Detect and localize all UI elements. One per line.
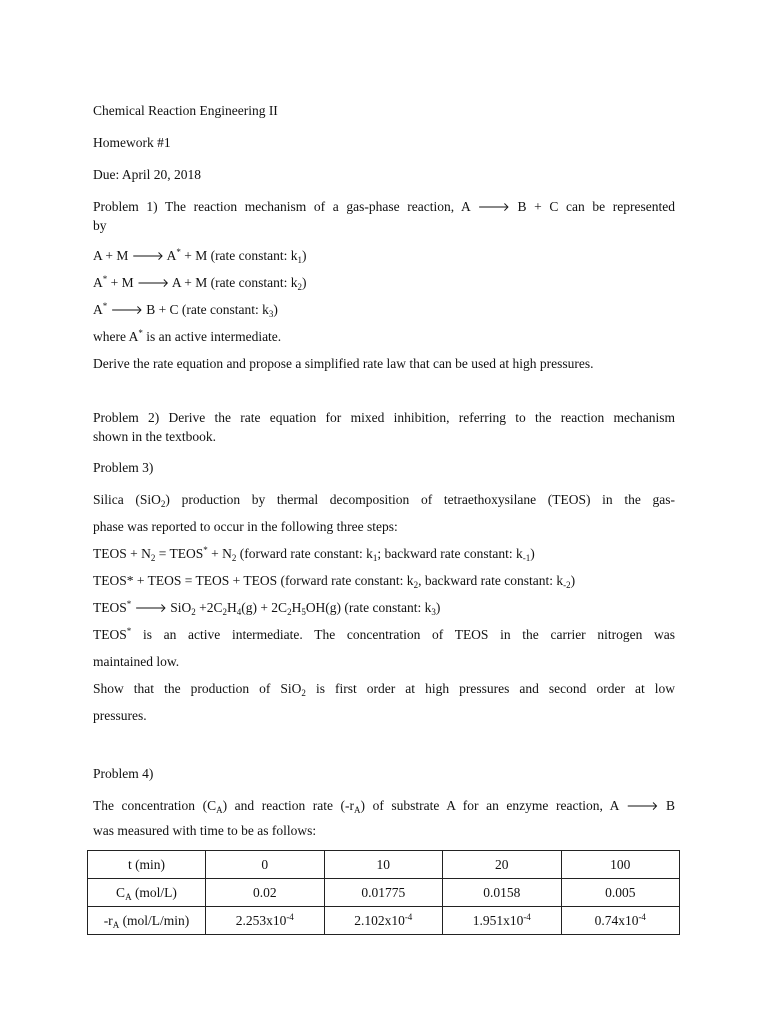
subscript: 2 [160, 499, 166, 509]
due-date: Due: April 20, 2018 [93, 167, 201, 182]
text: 0.74x10 [594, 912, 639, 928]
text: (mol/L/min) [119, 912, 190, 928]
text: A [166, 248, 177, 263]
subscript: 2 [150, 553, 156, 563]
text: ) [302, 275, 307, 290]
intermediate-note [93, 329, 281, 345]
problem4-para [93, 798, 675, 814]
table-cell: 20 [443, 851, 562, 879]
text: ) [435, 600, 441, 615]
table-cell [443, 907, 562, 935]
text: C [116, 884, 126, 900]
problem1-task: Derive the rate equation and propose a simplified rate law that can be used at high pressures. [93, 356, 594, 371]
text: 2.253x10 [235, 912, 287, 928]
teos-intermediate-note-cont: maintained low. [93, 654, 180, 669]
subscript: 2 [297, 282, 303, 292]
text: TEOS + N [93, 546, 151, 561]
teos-intermediate-note [93, 627, 675, 643]
subscript: 5 [301, 607, 306, 617]
mechanism-step-1 [93, 248, 307, 264]
text: = TEOS [158, 546, 204, 561]
text: , backward rate constant: k [418, 573, 564, 588]
text: +2C [199, 600, 223, 615]
text: ) [273, 302, 278, 317]
subscript: 2 [222, 607, 227, 617]
text: H [226, 600, 237, 615]
text: ; backward rate constant: k [377, 546, 523, 561]
text: Show that the production of SiO [93, 681, 302, 696]
text: is an active intermediate. The concentration of TEOS in the carrier nitrogen was [142, 627, 676, 642]
problem4-title: Problem 4) [93, 766, 154, 781]
table-cell: 0.005 [561, 879, 680, 907]
star: * [126, 599, 132, 609]
data-table [87, 850, 680, 935]
exponent: -4 [404, 911, 413, 922]
text: ) production by thermal decomposition of tetraethoxysilane (TEOS) in the gas- [165, 492, 675, 507]
teos-step-1 [93, 546, 535, 562]
text: TEOS* + TEOS = TEOS + TEOS (forward rate constant: k [93, 573, 414, 588]
subscript: -1 [522, 553, 531, 563]
arrow-icon: 🡒 [626, 799, 659, 813]
subscript: A [125, 891, 132, 902]
arrow-icon: 🡒 [137, 276, 170, 290]
text: is first order at high pressures and second order at low [315, 681, 675, 696]
star: * [126, 626, 132, 636]
teos-step-2 [93, 573, 575, 589]
text: (mol/L) [131, 884, 177, 900]
problem2-line2: shown in the textbook. [93, 429, 216, 444]
text: ) [530, 546, 535, 561]
subscript: 1 [372, 553, 378, 563]
text: B [666, 798, 676, 813]
problem3-title: Problem 3) [93, 460, 154, 475]
arrow-icon: 🡒 [477, 200, 510, 214]
text: ) [570, 573, 576, 588]
text: where A [93, 329, 139, 344]
table-row [88, 907, 680, 935]
text: A [93, 275, 103, 290]
problem1-intro-cont: by [93, 218, 107, 233]
subscript: 2 [191, 607, 196, 617]
text: TEOS [93, 600, 127, 615]
text: A + M (rate constant: k [171, 275, 298, 290]
exponent: -4 [286, 911, 294, 922]
text: The concentration (C [93, 798, 217, 813]
star: * [176, 247, 181, 257]
course-title: Chemical Reaction Engineering II [93, 103, 278, 118]
text: (forward rate constant: k [239, 546, 373, 561]
problem3-para1 [93, 492, 675, 508]
subscript: 1 [297, 255, 303, 265]
text: ) of substrate A for an enzyme reaction, A [360, 798, 619, 813]
text: ) and reaction rate (-r [222, 798, 355, 813]
table-row-label: t (min) [88, 851, 206, 879]
star: * [102, 301, 108, 311]
text: SiO [170, 600, 192, 615]
text: (g) + 2C [241, 600, 288, 615]
arrow-icon: 🡒 [131, 249, 164, 263]
teos-step-3 [93, 600, 440, 616]
subscript: A [112, 919, 120, 930]
subscript: 2 [301, 688, 306, 698]
mechanism-step-3 [93, 302, 278, 318]
text: Problem 1) The reaction mechanism of a gas-phase reaction, A [93, 199, 471, 214]
problem4-para-cont: was measured with time to be as follows: [93, 823, 317, 838]
arrow-icon: 🡒 [134, 601, 167, 615]
text: 1.951x10 [472, 912, 524, 928]
star: * [138, 328, 143, 338]
subscript: -2 [563, 580, 571, 590]
homework-number: Homework #1 [93, 135, 171, 150]
table-cell: 100 [561, 851, 680, 879]
table-cell: 0.01775 [324, 879, 443, 907]
text: 2.102x10 [354, 912, 405, 928]
table-cell: 0 [206, 851, 325, 879]
text: B + C can be represented [517, 199, 676, 214]
text: + M [110, 275, 134, 290]
problem1-intro [93, 199, 675, 215]
text: H [291, 600, 302, 615]
text: TEOS [93, 627, 127, 642]
problem3-para1-cont: phase was reported to occur in the following three steps: [93, 519, 398, 534]
text: OH(g) (rate constant: k [305, 600, 432, 615]
star: * [102, 274, 108, 284]
subscript: 2 [413, 580, 419, 590]
subscript: A [216, 805, 223, 815]
problem3-task-cont: pressures. [93, 708, 147, 723]
text: A [93, 302, 103, 317]
text: -r [103, 912, 113, 928]
exponent: -4 [638, 911, 646, 922]
table-cell [561, 907, 680, 935]
table-cell: 10 [324, 851, 443, 879]
text: B + C (rate constant: k [146, 302, 269, 317]
table-cell: 0.02 [206, 879, 325, 907]
text: is an active intermediate. [146, 329, 282, 344]
table-row [88, 851, 680, 879]
problem3-task [93, 681, 675, 697]
mechanism-step-2 [93, 275, 307, 291]
text: + N [211, 546, 232, 561]
text: + M (rate constant: k [184, 248, 298, 263]
subscript: 3 [431, 607, 436, 617]
star: * [203, 545, 208, 555]
table-row [88, 879, 680, 907]
table-row-label [88, 907, 206, 935]
subscript: 2 [231, 553, 237, 563]
table-cell [324, 907, 443, 935]
subscript: 3 [268, 309, 274, 319]
subscript: A [354, 805, 361, 815]
table-cell [206, 907, 325, 935]
arrow-icon: 🡒 [110, 303, 143, 317]
exponent: -4 [523, 911, 531, 922]
table-cell: 0.0158 [443, 879, 562, 907]
table-row-label [88, 879, 206, 907]
text: Silica (SiO [93, 492, 161, 507]
problem2-line1: Problem 2) Derive the rate equation for mixed inhibition, referring to the reaction mechanism [93, 410, 675, 425]
text: ) [302, 248, 307, 263]
text: A + M [93, 248, 129, 263]
subscript: 4 [236, 607, 242, 617]
subscript: 2 [287, 607, 292, 617]
